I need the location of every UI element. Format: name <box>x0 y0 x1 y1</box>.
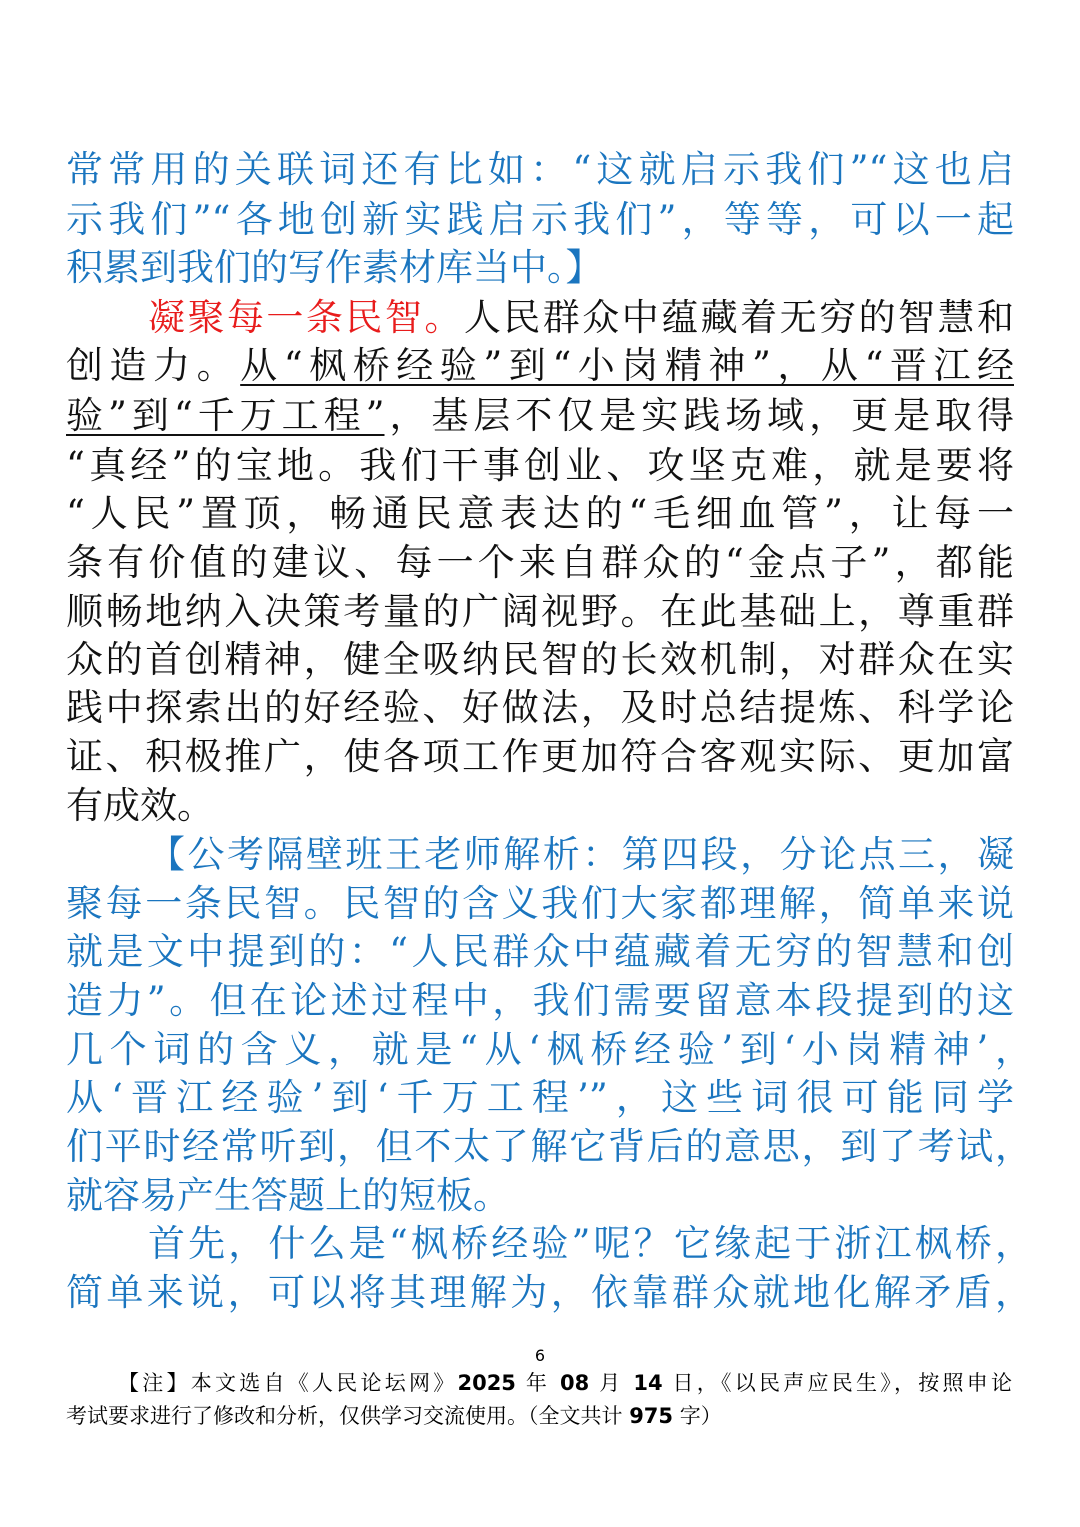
underlined-phrase: 从“枫桥经验”到“小岗精神”，从“晋江经 <box>240 344 1014 387</box>
footnote-line-2 <box>66 1400 1012 1432</box>
note-day: 14 <box>633 1371 663 1395</box>
subheading-highlight: 凝聚每一条民智。 <box>148 296 464 339</box>
note-text: 【注】本文选自《人民论坛网》 <box>118 1371 458 1395</box>
text-line: 有成效。 <box>66 784 214 827</box>
text-line: 聚每一条民智。民智的含义我们大家都理解，简单来说 <box>66 882 1014 925</box>
analysis-first-line: 【公考隔壁班王老师解析：第四段，分论点三，凝 <box>148 833 1014 876</box>
note-text: 月 <box>589 1371 634 1395</box>
text-line: “真经”的宝地。我们干事创业、攻坚克难，就是要将 <box>66 444 1014 487</box>
text-line <box>66 340 1014 392</box>
text-line: 首先，什么是“枫桥经验”呢？它缘起于浙江枫桥， <box>148 1222 1032 1265</box>
text-span: ，基层不仅是实践场域，更是取得 <box>384 394 1014 437</box>
footnote-line-1 <box>118 1367 1012 1399</box>
note-text: 字） <box>673 1404 722 1428</box>
text-line: 从‘晋江经验’到‘千万工程’”，这些词很可能同学 <box>66 1076 1014 1119</box>
text-line: 示我们”“各地创新实践启示我们”，等等，可以一起 <box>66 198 1014 241</box>
text-line: 积累到我们的写作素材库当中。】 <box>66 246 603 289</box>
text-line <box>66 390 1014 442</box>
note-text: 年 <box>515 1371 561 1395</box>
text-line: 顺畅地纳入决策考量的广阔视野。在此基础上，尊重群 <box>66 590 1014 633</box>
text-line: 常常用的关联词还有比如：“这就启示我们”“这也启 <box>66 148 1014 191</box>
text-line: 们平时经常听到，但不太了解它背后的意思，到了考试， <box>66 1125 1032 1168</box>
paragraph-first-line <box>148 292 1014 344</box>
text-line: 条有价值的建议、每一个来自群众的“金点子”，都能 <box>66 541 1014 584</box>
text-span: 创造力。 <box>66 344 241 387</box>
text-line: 造力”。但在论述过程中，我们需要留意本段提到的这 <box>66 979 1014 1022</box>
text-line: “人民”置顶，畅通民意表达的“毛细血管”，让每一 <box>66 492 1014 535</box>
note-text: 考试要求进行了修改和分析，仅供学习交流使用。（全文共计 <box>66 1404 630 1428</box>
underlined-phrase: 验”到“千万工程” <box>66 394 385 437</box>
note-text: 日，《以民声应民生》，按照申论 <box>662 1371 1012 1395</box>
text-span: 人民群众中蕴藏着无穷的智慧和 <box>463 296 1014 339</box>
text-line: 众的首创精神，健全吸纳民智的长效机制，对群众在实 <box>66 638 1014 681</box>
text-line: 证、积极推广，使各项工作更加符合客观实际、更加富 <box>66 735 1014 778</box>
text-line: 践中探索出的好经验、好做法，及时总结提炼、科学论 <box>66 686 1014 729</box>
note-count: 975 <box>629 1404 674 1428</box>
page-number: 6 <box>534 1346 546 1365</box>
text-line: 就是文中提到的：“人民群众中蕴藏着无穷的智慧和创 <box>66 930 1014 973</box>
text-line: 几个词的含义，就是“从‘枫桥经验’到‘小岗精神’， <box>66 1028 1032 1071</box>
note-month: 08 <box>560 1371 590 1395</box>
text-line: 就容易产生答题上的短板。 <box>66 1174 510 1217</box>
text-line: 简单来说，可以将其理解为，依靠群众就地化解矛盾， <box>66 1271 1032 1314</box>
note-year: 2025 <box>457 1371 516 1395</box>
